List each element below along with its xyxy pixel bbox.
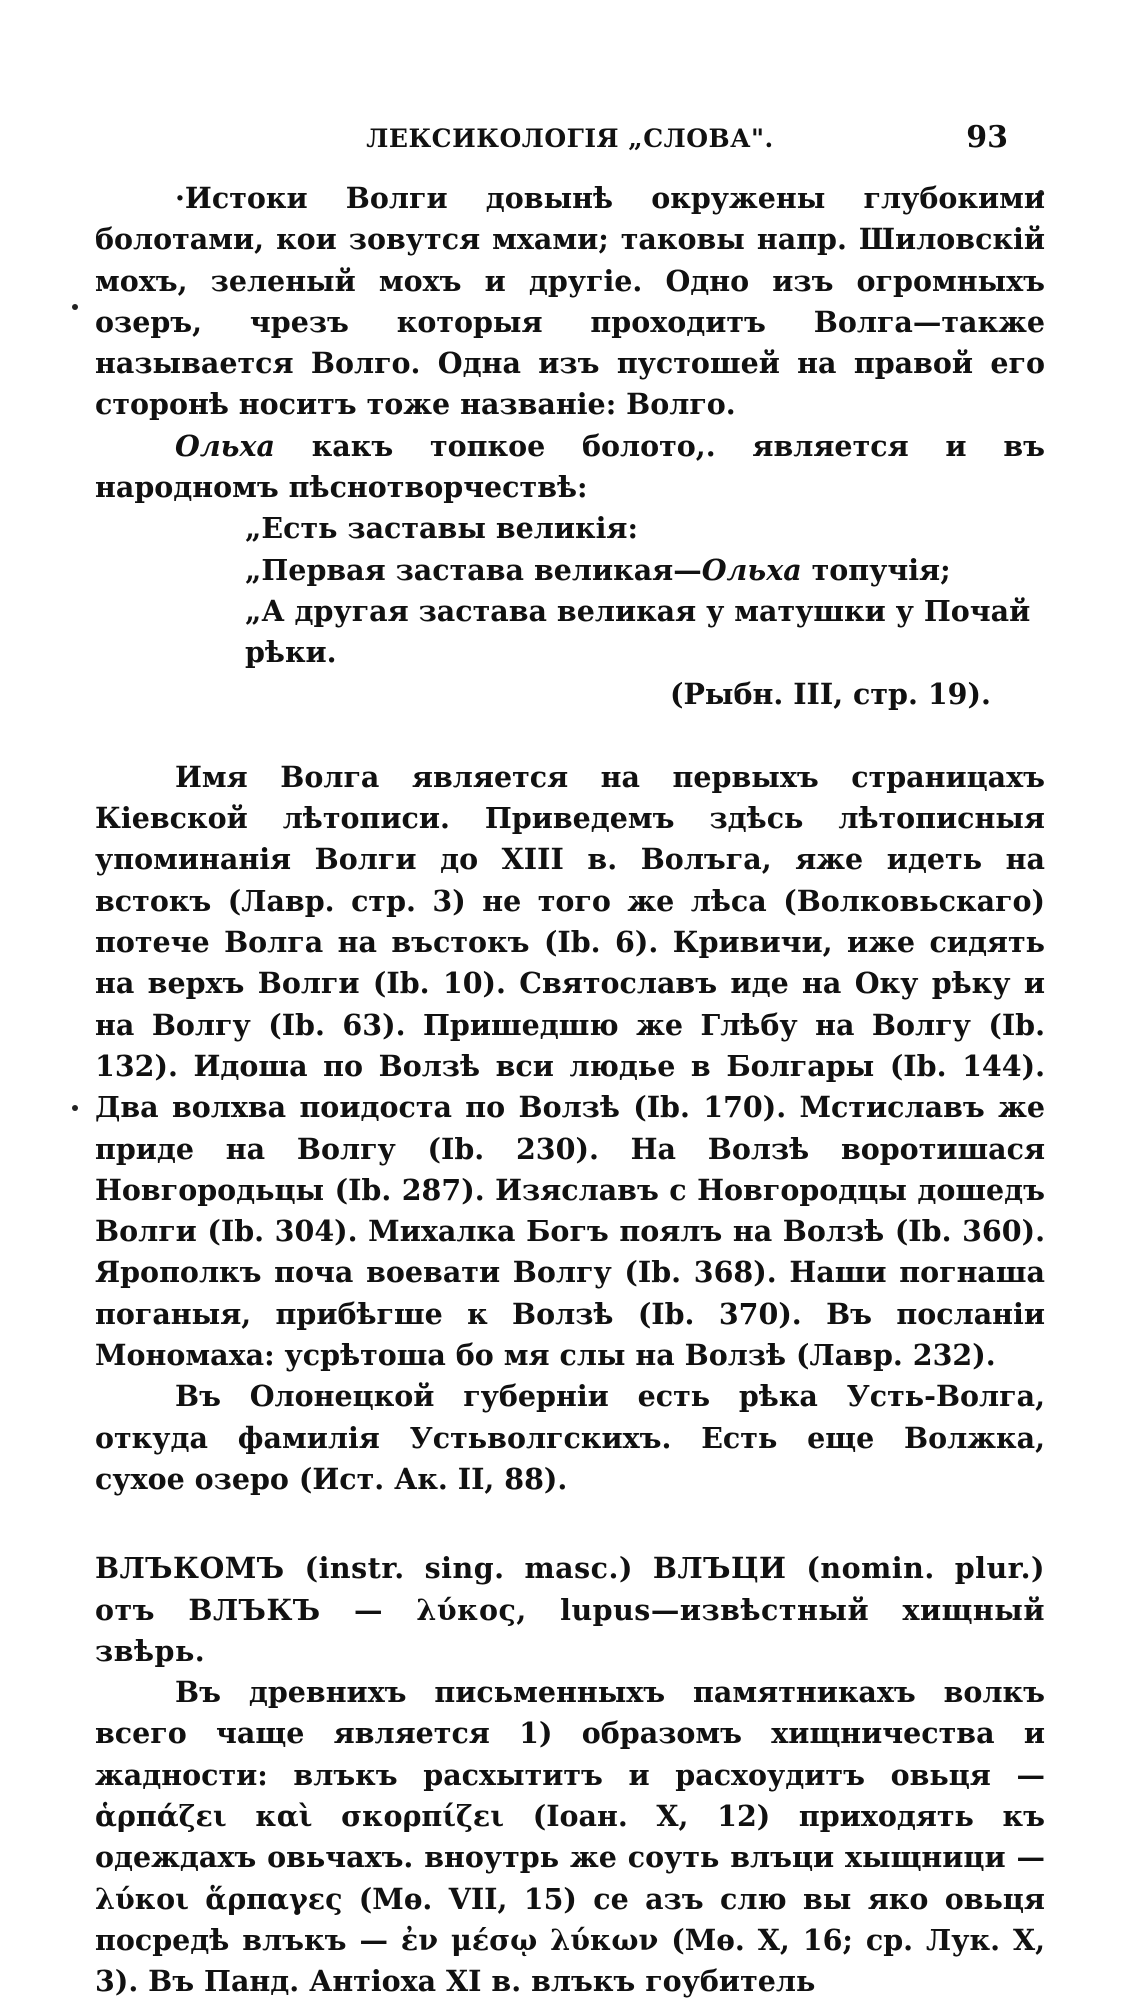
- paragraph-gap: [95, 715, 1045, 757]
- ink-speck: [72, 304, 78, 310]
- running-header: [0, 120, 1140, 164]
- verse-line-2-end: топучія;: [801, 552, 951, 587]
- verse-line-3: „А другая застава великая у матушки у Почай рѣки.: [245, 593, 1031, 670]
- italic-term: Ольха: [175, 428, 275, 463]
- paragraph-olonets: Въ Олонецкой губерніи есть рѣка Усть-Волга, откуда фамилія Устьволгскихъ. Есть еще Волжка, сухое озеро (Ист. Ак. II, 88).: [95, 1379, 1045, 1496]
- page-number: 93: [966, 120, 1008, 155]
- running-title: ЛЕКСИКОЛОГІЯ „СЛОВА".: [366, 124, 774, 153]
- paragraph-volga-sources: ·Истоки Волги довынѣ окружены глубокими болотами, кои зовутся мхами; таковы напр. Шиловскій мохъ, зеленый мохъ и другіе. Одно изъ огромныхъ озеръ, чрезъ которыя проходитъ Волга—также называется Волго. Одна изъ пустошей на правой его сторонѣ носитъ тоже названіе: Волго.: [95, 181, 1045, 422]
- page-body: [95, 178, 1045, 2002]
- entry-headword-wolf: ВЛЪКОМЪ (instr. sing. masc.) ВЛЪЦИ (nomin. plur.) отъ ВЛЪКЪ — λύκος, lupus—извѣстный хищный звѣрь.: [95, 1551, 1045, 1668]
- italic-term: Ольха: [701, 552, 802, 587]
- verse-source: (Рыбн. III, стр. 19).: [670, 676, 991, 711]
- paragraph-olkha: [95, 426, 1045, 509]
- ink-speck: [72, 1105, 78, 1111]
- paragraph-wolf-usage: Въ древнихъ письменныхъ памятникахъ волкъ всего чаще является 1) образомъ хищничества и жадности: влъкъ расхытитъ и расхоудитъ овьця — ἁρπάζει καὶ σκορπίζει (Іоан. X, 12) приходять къ одеждахъ овьчахъ. вноутрь же соуть влъци хыщници — λύκοι ἅρπαγες (Мѳ. VII, 15) се азъ слю вы яко овьця посредѣ влъкъ — ἐν μέσῳ λύκων (Мѳ. X, 16; ср. Лук. X, 3). Въ Панд. Антіоха XI в. влъкъ гоубитель: [95, 1675, 1045, 1999]
- verse-line-2: [95, 550, 1045, 591]
- section-gap: [95, 1500, 1045, 1548]
- paragraph-chronicle-mentions: Имя Волга является на первыхъ страницахъ Кіевской лѣтописи. Приведемъ здѣсь лѣтописныя упоминанія Волги до XIII в. Волъга, яже идеть на встокъ (Лавр. стр. 3) не того же лѣса (Волковьскаго) потече Волга на въстокъ (Ib. 6). Кривичи, иже сидять на верхъ Волги (Ib. 10). Святославъ иде на Оку рѣку и на Волгу (Ib. 63). Пришедшю же Глѣбу на Волгу (Ib. 132). Идоша по Волзѣ вси людье в Болгары (Ib. 144). Два волхва поидоста по Волзѣ (Ib. 170). Мстиславъ же приде на Волгу (Ib. 230). На Волзѣ воротишася Новгородьцы (Ib. 287). Изяславъ с Новгородцы дошедъ Волги (Ib. 304). Михалка Богъ поялъ на Волзѣ (Ib. 360). Ярополкъ поча воевати Волгу (Ib. 368). Наши погнаша поганыя, прибѣгше к Волзѣ (Ib. 370). Въ посланіи Мономаха: усрѣтоша бо мя слы на Волзѣ (Лавр. 232).: [95, 759, 1045, 1373]
- verse-line-2-start: „Первая застава великая—: [245, 552, 702, 587]
- verse-line-1: „Есть заставы великія:: [245, 511, 638, 546]
- paragraph-olkha-text: какъ топкое болото,. является и въ народномъ пѣснотворчествѣ:: [95, 428, 1045, 505]
